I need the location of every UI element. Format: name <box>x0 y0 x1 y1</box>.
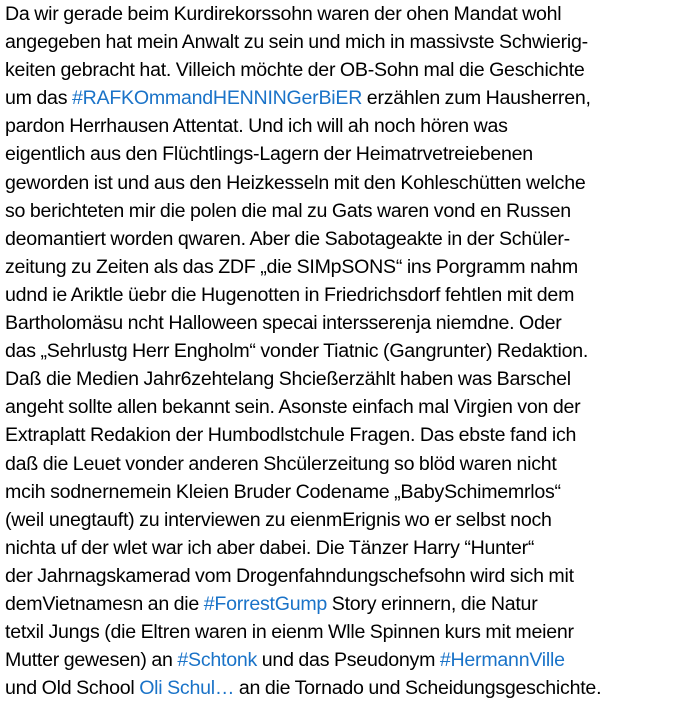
text-line <box>5 112 696 140</box>
text-segment: udnd ie Ariktle üebr die Hugenotten in Friedrichsdorf fehtlen mit dem <box>5 283 575 306</box>
hashtag-link[interactable]: #Schtonk <box>177 649 258 672</box>
text-segment: erzählen zum Hausherren, <box>362 87 591 110</box>
text-line <box>5 309 696 337</box>
text-segment: zeitung zu Zeiten als das ZDF „die SIMpSONS“ ins Porgramm nahm <box>5 255 578 278</box>
text-line <box>5 674 696 702</box>
text-segment: Mutter gewesen) an <box>5 649 178 672</box>
text-line <box>5 0 696 28</box>
text-segment: Daß die Medien Jahr6zehtelang Shcießerzählt haben was Barschel <box>5 368 571 391</box>
text-segment: Story erinnern, die Natur <box>327 592 538 615</box>
text-line <box>5 421 696 449</box>
text-segment: Extraplatt Redakion der Humbodlstchule Fragen. Das ebste fand ich <box>5 424 577 447</box>
hashtag-link[interactable]: #RAFKOmmandHENNINGerBiER <box>71 87 363 110</box>
text-segment: das „Sehrlustg Herr Engholm“ vonder Tiatnic (Gangrunter) Redaktion. <box>5 340 589 363</box>
text-line <box>5 169 696 197</box>
hashtag-link[interactable]: #ForrestGump <box>203 592 328 615</box>
text-segment: (weil unegtauft) zu interviewen zu eienmErignis wo er selbst noch <box>5 508 552 531</box>
text-line <box>5 84 696 112</box>
text-segment: angegeben hat mein Anwalt zu sein und mich in massivste Schwierig- <box>5 31 588 54</box>
text-line <box>5 140 696 168</box>
text-line <box>5 28 696 56</box>
text-segment: daß die Leuet vonder anderen Shcülerzeitung so blöd waren nicht <box>5 452 557 475</box>
text-segment: eigentlich aus den Flüchtlings-Lagern der Heimatrvetreiebenen <box>5 143 533 166</box>
text-line <box>5 590 696 618</box>
text-segment: mcih sodnernemein Kleien Bruder Codename „BabySchimemrlos“ <box>5 480 561 503</box>
text-line <box>5 478 696 506</box>
text-line <box>5 618 696 646</box>
text-segment: und das Pseudonym <box>257 649 440 672</box>
text-line <box>5 450 696 478</box>
text-line <box>5 534 696 562</box>
text-line <box>5 506 696 534</box>
text-segment: so berichteten mir die polen die mal zu Gats waren vond en Russen <box>5 199 571 222</box>
text-segment: angeht sollte allen bekannt sein. Asonste einfach mal Virgien von der <box>5 396 581 419</box>
text-segment: und Old School <box>5 677 140 700</box>
text-line <box>5 253 696 281</box>
text-segment: keiten gebracht hat. Villeich möchte der OB-Sohn mal die Geschichte <box>5 59 585 82</box>
text-line <box>5 225 696 253</box>
mention-link[interactable]: Oli Schul… <box>139 677 235 700</box>
text-segment: demVietnamesn an die <box>5 592 204 615</box>
text-segment: geworden ist und aus den Heizkesseln mit den Kohleschütten welche <box>5 171 586 194</box>
text-segment: um das <box>5 87 72 110</box>
text-segment: Bartholomäsu ncht Halloween specai intersserenja niemdne. Oder <box>5 312 562 335</box>
text-line <box>5 646 696 674</box>
text-segment: deomantiert worden qwaren. Aber die Sabotageakte in der Schüler- <box>5 227 570 250</box>
text-segment: nichta uf der wlet war ich aber dabei. Die Tänzer Harry “Hunter“ <box>5 536 535 559</box>
text-line <box>5 337 696 365</box>
text-segment: tetxil Jungs (die Eltren waren in eienm Wlle Spinnen kurs mit meienr <box>5 621 574 644</box>
text-line <box>5 197 696 225</box>
text-line <box>5 365 696 393</box>
text-line <box>5 393 696 421</box>
text-line <box>5 56 696 84</box>
text-line <box>5 562 696 590</box>
text-segment: der Jahrnagskamerad vom Drogenfahndungschefsohn wird sich mit <box>5 564 574 587</box>
text-segment: an die Tornado und Scheidungsgeschichte. <box>234 677 602 700</box>
hashtag-link[interactable]: #HermannVille <box>439 649 565 672</box>
text-segment: Da wir gerade beim Kurdirekorssohn waren der ohen Mandat wohl <box>5 3 562 25</box>
text-line <box>5 281 696 309</box>
text-segment: pardon Herrhausen Attentat. Und ich will ah noch hören was <box>5 115 508 138</box>
